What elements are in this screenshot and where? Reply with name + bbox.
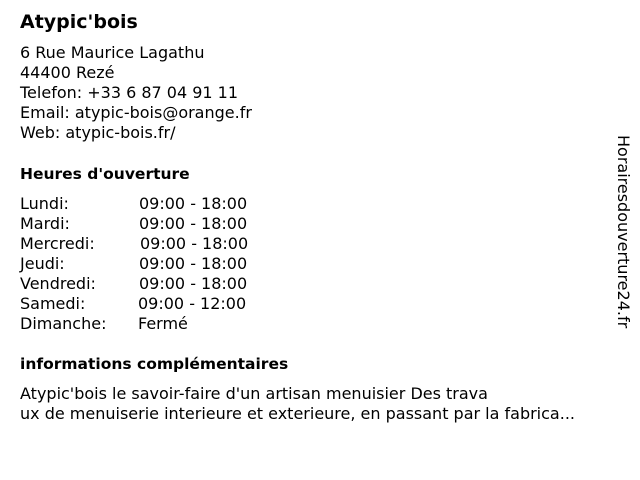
phone-number: Telefon: +33 6 87 04 91 11 <box>20 83 239 102</box>
hours-time: 09:00 - 18:00 <box>139 274 248 293</box>
address-city: 44400 Rezé <box>20 63 115 82</box>
hours-day: Dimanche: <box>20 314 107 333</box>
additional-info-line: ux de menuiserie interieure et exterieure, en passant par la fabrica... <box>20 404 575 423</box>
hours-time: 09:00 - 18:00 <box>139 254 248 273</box>
hours-time: 09:00 - 12:00 <box>138 294 247 313</box>
hours-day: Mercredi: <box>20 234 95 253</box>
hours-day: Jeudi: <box>20 254 65 273</box>
hours-day: Lundi: <box>20 194 69 213</box>
website-address: Web: atypic-bois.fr/ <box>20 123 176 142</box>
additional-info-text <box>20 384 625 424</box>
hours-day: Mardi: <box>20 214 70 233</box>
business-name: Atypic'bois <box>20 11 138 33</box>
additional-info-line: Atypic'bois le savoir-faire d'un artisan menuisier Des trava <box>20 384 488 403</box>
hours-time: 09:00 - 18:00 <box>140 234 249 253</box>
opening-hours-heading: Heures d'ouverture <box>20 165 190 183</box>
additional-info-heading: informations complémentaires <box>20 355 289 373</box>
hours-day: Vendredi: <box>20 274 96 293</box>
hours-time: 09:00 - 18:00 <box>139 194 248 213</box>
business-contact-block <box>20 43 252 143</box>
hours-time: Fermé <box>138 314 188 333</box>
email-address: Email: atypic-bois@orange.fr <box>20 103 252 122</box>
hours-day: Samedi: <box>20 294 86 313</box>
address-street: 6 Rue Maurice Lagathu <box>20 43 205 62</box>
site-brand-watermark: Horairesdouverture24.fr <box>614 135 633 329</box>
hours-time: 09:00 - 18:00 <box>139 214 248 233</box>
